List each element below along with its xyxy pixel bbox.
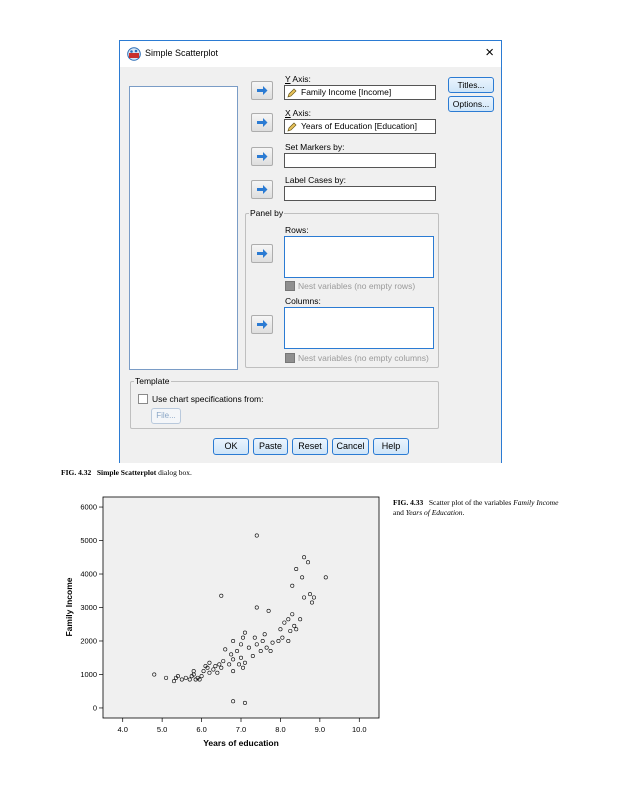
simple-scatterplot-dialog bbox=[119, 40, 502, 463]
arrow-right-icon bbox=[256, 85, 268, 96]
arrow-right-icon bbox=[256, 319, 268, 330]
arrow-right-icon bbox=[256, 248, 268, 259]
scatter-plot bbox=[60, 490, 390, 755]
set-markers-field[interactable] bbox=[284, 153, 436, 168]
fig-4-33-end: . bbox=[462, 508, 465, 517]
x-axis-label: X Axis: bbox=[285, 108, 311, 118]
fig-4-33-label: FIG. 4.33 bbox=[393, 498, 424, 507]
x-axis-field[interactable] bbox=[284, 119, 436, 134]
move-to-columns-button[interactable] bbox=[251, 315, 273, 334]
set-markers-label: Set Markers by: bbox=[285, 142, 345, 152]
fig-4-33-var1: Family Income bbox=[513, 498, 559, 507]
fig-4-33-caption bbox=[393, 498, 563, 518]
paste-button[interactable]: Paste bbox=[253, 438, 288, 455]
label-cases-label: Label Cases by: bbox=[285, 175, 346, 185]
fig-4-32-suffix: dialog box. bbox=[158, 468, 192, 477]
use-chart-spec-label: Use chart specifications from: bbox=[152, 394, 264, 404]
scale-variable-icon bbox=[287, 88, 298, 98]
titles-button[interactable]: Titles... bbox=[448, 77, 494, 93]
x-tick-label: 7.0 bbox=[235, 725, 247, 734]
scatterplot-app-icon bbox=[127, 47, 141, 61]
rows-label: Rows: bbox=[285, 225, 309, 235]
x-axis-title: Years of education bbox=[203, 738, 279, 748]
move-to-set-markers-button[interactable] bbox=[251, 147, 273, 166]
y-axis-field[interactable] bbox=[284, 85, 436, 100]
title-bar[interactable] bbox=[120, 41, 501, 67]
scale-variable-icon bbox=[287, 122, 298, 132]
rows-list[interactable] bbox=[284, 236, 434, 278]
fig-4-32-label: FIG. 4.32 bbox=[61, 468, 92, 477]
fig-4-32-name: Simple Scatterplot bbox=[96, 468, 157, 477]
dialog-title: Simple Scatterplot bbox=[145, 48, 219, 58]
y-axis-title: Family Income bbox=[64, 577, 74, 637]
y-tick-label: 0 bbox=[92, 703, 97, 713]
y-axis-label: Y Axis: bbox=[285, 74, 311, 84]
fig-4-33-and: and bbox=[393, 508, 404, 517]
fig-4-33-text: Scatter plot of the variables bbox=[428, 498, 512, 507]
x-tick-label: 5.0 bbox=[156, 725, 168, 734]
cancel-button[interactable]: Cancel bbox=[332, 438, 369, 455]
x-tick-label: 6.0 bbox=[196, 725, 207, 734]
y-tick-label: 3000 bbox=[80, 603, 97, 612]
nest-rows-checkbox[interactable] bbox=[285, 281, 295, 291]
x-tick-label: 9.0 bbox=[314, 725, 326, 734]
y-tick-label: 4000 bbox=[80, 569, 97, 579]
nest-columns-checkbox[interactable] bbox=[285, 353, 295, 363]
x-tick-label: 4.0 bbox=[117, 725, 128, 734]
columns-label: Columns: bbox=[285, 296, 321, 306]
y-tick-label: 2000 bbox=[80, 636, 97, 646]
template-legend: Template bbox=[135, 376, 170, 386]
help-button[interactable]: Help bbox=[373, 438, 409, 455]
use-chart-spec-checkbox[interactable] bbox=[138, 394, 148, 404]
y-tick-label: 1000 bbox=[80, 669, 97, 679]
fig-4-33-var2: Years of Education bbox=[405, 508, 463, 517]
arrow-right-icon bbox=[256, 151, 268, 162]
y-tick-label: 5000 bbox=[80, 536, 97, 546]
options-button[interactable]: Options... bbox=[448, 96, 494, 112]
x-tick-label: 8.0 bbox=[275, 725, 286, 734]
variable-source-list[interactable] bbox=[129, 86, 238, 370]
reset-button[interactable]: Reset bbox=[292, 438, 328, 455]
x-axis-value: Years of Education [Education] bbox=[301, 121, 417, 131]
nest-columns-label: Nest variables (no empty columns) bbox=[298, 353, 429, 363]
nest-rows-label: Nest variables (no empty rows) bbox=[298, 281, 416, 291]
close-icon[interactable]: × bbox=[485, 44, 494, 61]
arrow-right-icon bbox=[256, 184, 268, 195]
y-axis-value: Family Income [Income] bbox=[301, 87, 392, 97]
y-tick-label: 6000 bbox=[80, 502, 97, 512]
move-to-x-axis-button[interactable] bbox=[251, 113, 273, 132]
ok-button[interactable]: OK bbox=[213, 438, 249, 455]
move-to-rows-button[interactable] bbox=[251, 244, 273, 263]
columns-list[interactable] bbox=[284, 307, 434, 349]
plot-area bbox=[103, 497, 379, 718]
move-to-y-axis-button[interactable] bbox=[251, 81, 273, 100]
panel-by-legend: Panel by bbox=[250, 208, 284, 218]
dialog-body bbox=[120, 67, 501, 463]
arrow-right-icon bbox=[256, 117, 268, 128]
label-cases-field[interactable] bbox=[284, 186, 436, 201]
fig-4-32-caption bbox=[61, 468, 192, 477]
file-button[interactable]: File... bbox=[151, 408, 181, 424]
move-to-label-cases-button[interactable] bbox=[251, 180, 273, 199]
x-tick-label: 10.0 bbox=[351, 725, 367, 734]
